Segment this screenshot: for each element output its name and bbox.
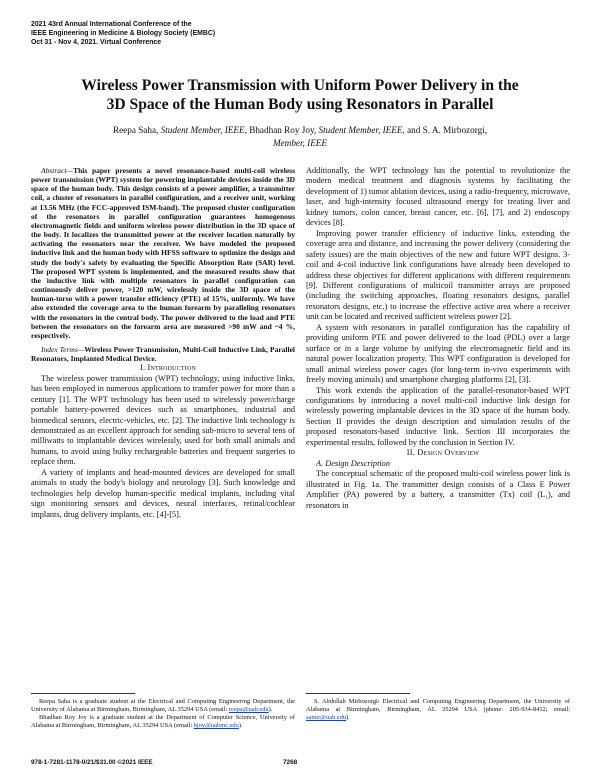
footnote-1-email[interactable]: reepa@uab.edu <box>228 706 269 713</box>
footnote-2-email[interactable]: bjoy@uabmc.edu <box>193 722 239 729</box>
index-terms-lead: Index Terms— <box>41 344 85 354</box>
index-terms-text: Wireless Power Transmission, Multi-Coil Inductive Link, Parallel Resonators, Implanted Medical Device. <box>31 344 296 364</box>
conference-line-1: 2021 43rd Annual International Conference of the <box>31 21 192 28</box>
page-number: 7268 <box>283 759 298 766</box>
subsection-heading-design-description: A. Design Description <box>316 458 390 468</box>
copyright-footer: 978-1-7281-1178-0/21/$31.00 ©2021 IEEE <box>31 759 153 766</box>
section-heading-design-overview: II. Design Overview <box>406 448 480 458</box>
footnote-2-close: ). <box>238 722 243 729</box>
right-paragraph-4: This work extends the application of the parallel-resonator-based WPT configurations by introducing a novel multi-coil inductive link design for wirelessly powering implantable devices in the 3D space of the human body. Section II provides the design description and simulation results of the proposed resonators-based inductive link. Section III incorporates the experimental results, followed by the conclusion in Section IV. <box>306 385 570 447</box>
right-paragraph-3: A system with resonators in parallel configuration has the capability of providing uniform PTE and power delivered to the load (PDL) over a large surface or in a large volume by unifying the electromagnetic field and its natural power localization property. This WPT configuration is developed for small animal wireless power cages (for long-term in-vivo experiments with freely moving animals) and smartphone charging platforms [2], [3]. <box>306 322 570 385</box>
conference-header <box>31 20 215 47</box>
footnote-1-text: Reepa Saha is a graduate student at the Electrical and Computing Engineering Department, the University of Alabama at Birmingham, Birmingham, AL 35294 USA (email: <box>31 698 295 713</box>
author-1: Reepa Saha, <box>112 125 159 135</box>
index-terms <box>31 345 295 363</box>
author-2: Bhadhan Roy Joy, <box>249 125 317 135</box>
footnote-2-text: Bhadhan Roy Joy is a graduate student at the Department of Computer Science, University of Alabama at Birmingham, Birmingham, AL 35294 USA (email: <box>31 714 295 729</box>
footnote-3-text: S. Abdollah Mirbozorgi: Electrical and Computing Engineering Department, the University of Alabama at Birmingham, Birmingham, AL 35294 USA (phone: 205-934-8412; email: <box>306 698 570 713</box>
footnote-author-2 <box>31 714 295 730</box>
author-list <box>40 124 560 150</box>
left-column <box>31 166 295 520</box>
abstract-text: This paper presents a novel resonance-based multi-coil wireless power transmission (WPT) system for powering implantable devices inside the 3D space of the human body. This design consists of a power amplifier, a transmitter coil, a cluster of resonators in parallel configuration, and a receiver unit, working at 13.56 MHz (the FCC-approved ISM-band). The proposed cluster configuration of the resonators in parallel configuration guarantees homogenous electromagnetic fields and uniform wireless power distribution in the 3D space of the body. It localizes the transmitted power at the receiver location naturally by activating the resonators near the receiver. We have modeled the proposed inductive link and the human body with HFSS software to optimize the design and study the body's safety by evaluating the Specific Absorption Rate (SAR) level. The proposed WPT system is implemented, and the measured results show that the inductive link with multiple resonators in parallel configuration can continuously deliver power, >120 mW, wirelessly inside the 3D space of the human-torso with a power transfer efficiency (PTE) of 15%, uniformly. We have also extended the coverage area to the human forearm by paralleling resonators with the resonators in the central body. The power delivered to the load and PTE between the resonators on the forearm area are measured >90 mW and ~4 %, respectively. <box>31 166 295 340</box>
title-line-2: 3D Space of the Human Body using Resonators in Parallel <box>106 96 494 113</box>
footnotes-right <box>306 698 570 722</box>
footnote-3-close: ). <box>346 714 350 721</box>
title-line-1: Wireless Power Transmission with Uniform Power Delivery in the <box>81 77 519 94</box>
footnote-1-close: ). <box>268 706 273 713</box>
author-2-role: Student Member, IEEE, <box>318 125 405 135</box>
abstract <box>31 166 295 340</box>
author-3: and S. A. Mirbozorgi, <box>407 125 488 135</box>
footnotes-left <box>31 698 295 730</box>
paper-title <box>40 76 560 114</box>
right-paragraph-2: Improving power transfer efficiency of inductive links, extending the coverage area and distance, and increasing the power delivery (considering the safety issues) are the main objectives of the new and future WPT designs. 3-coil and 4-coil inductive link configurations have already been developed to address these objectives for different applications with different requirements [9]. Different configurations of multicoil transmitter arrays are proposed (including the switching approaches, floating resonators designs, parallel resonators designs, etc.) to increase the effective active area where a receiver unit can be located and received sufficient wireless power [2]. <box>306 228 570 322</box>
conference-line-3: Oct 31 - Nov 4, 2021. Virtual Conference <box>31 39 162 46</box>
footnote-rule-left <box>31 693 135 694</box>
intro-paragraph-2: A variety of implants and head-mounted devices are developed for small animals to study the body's biology and neurology [3]. Such knowledge and technologies help develop human-specific medical implants, including vital sign monitoring sensors and devices, neural interfaces, retinal/cochlear implants, drug delivery implants, etc. [4]-[5]. <box>31 467 295 519</box>
abstract-lead: Abstract— <box>41 166 74 175</box>
footnote-author-1 <box>31 698 295 714</box>
conference-line-2: IEEE Engineering in Medicine & Biology Society (EMBC) <box>31 30 216 37</box>
design-paragraph-1: The conceptual schematic of the proposed multi-coil wireless power link is illustrated in Fig. 1a. The transmitter design consists of a Class E Power Amplifier (PA) powered by a battery, a transmitter (Tx) coil (L₁), and resonators in <box>306 469 570 510</box>
right-paragraph-1: Additionally, the WPT technology has the potential to revolutionize the modern medical treatment and diagnosis systems by facilitating the development of 1) tumor ablation devices, using a radio-frequency, microwave, laser, and high-intensity focused ultrasound energy for treating liver and kidney tumors, colon cancer, breast cancer, etc. [6], [7], and 2) endoscopy devices [8]. <box>306 166 570 228</box>
footnote-3-email[interactable]: samir@uab.edu <box>306 714 347 721</box>
right-column <box>306 166 570 511</box>
footnote-author-3 <box>306 698 570 722</box>
footnote-rule-right <box>306 693 410 694</box>
author-3-role: Member, IEEE <box>272 138 328 148</box>
section-heading-introduction: I. Introduction <box>139 363 196 373</box>
author-1-role: Student Member, IEEE, <box>160 125 247 135</box>
intro-paragraph-1: The wireless power transmission (WPT) technology, using inductive links, has been employed in numerous applications to transfer power for more than a century [1]. The WPT technology has been used to wirelessly power/charge portable battery-powered devices such as smartphones, industrial and biomedical sensors, electric-vehicles, etc. [2]. The inductive link technology is demonstrated as an excellent approach for sending sub-micro to several tens of milliwatts to implantable devices wirelessly, used for both small animals and humans, to avoid using bulky rechargeable batteries and frequent surgeries to replace them. <box>31 373 295 467</box>
